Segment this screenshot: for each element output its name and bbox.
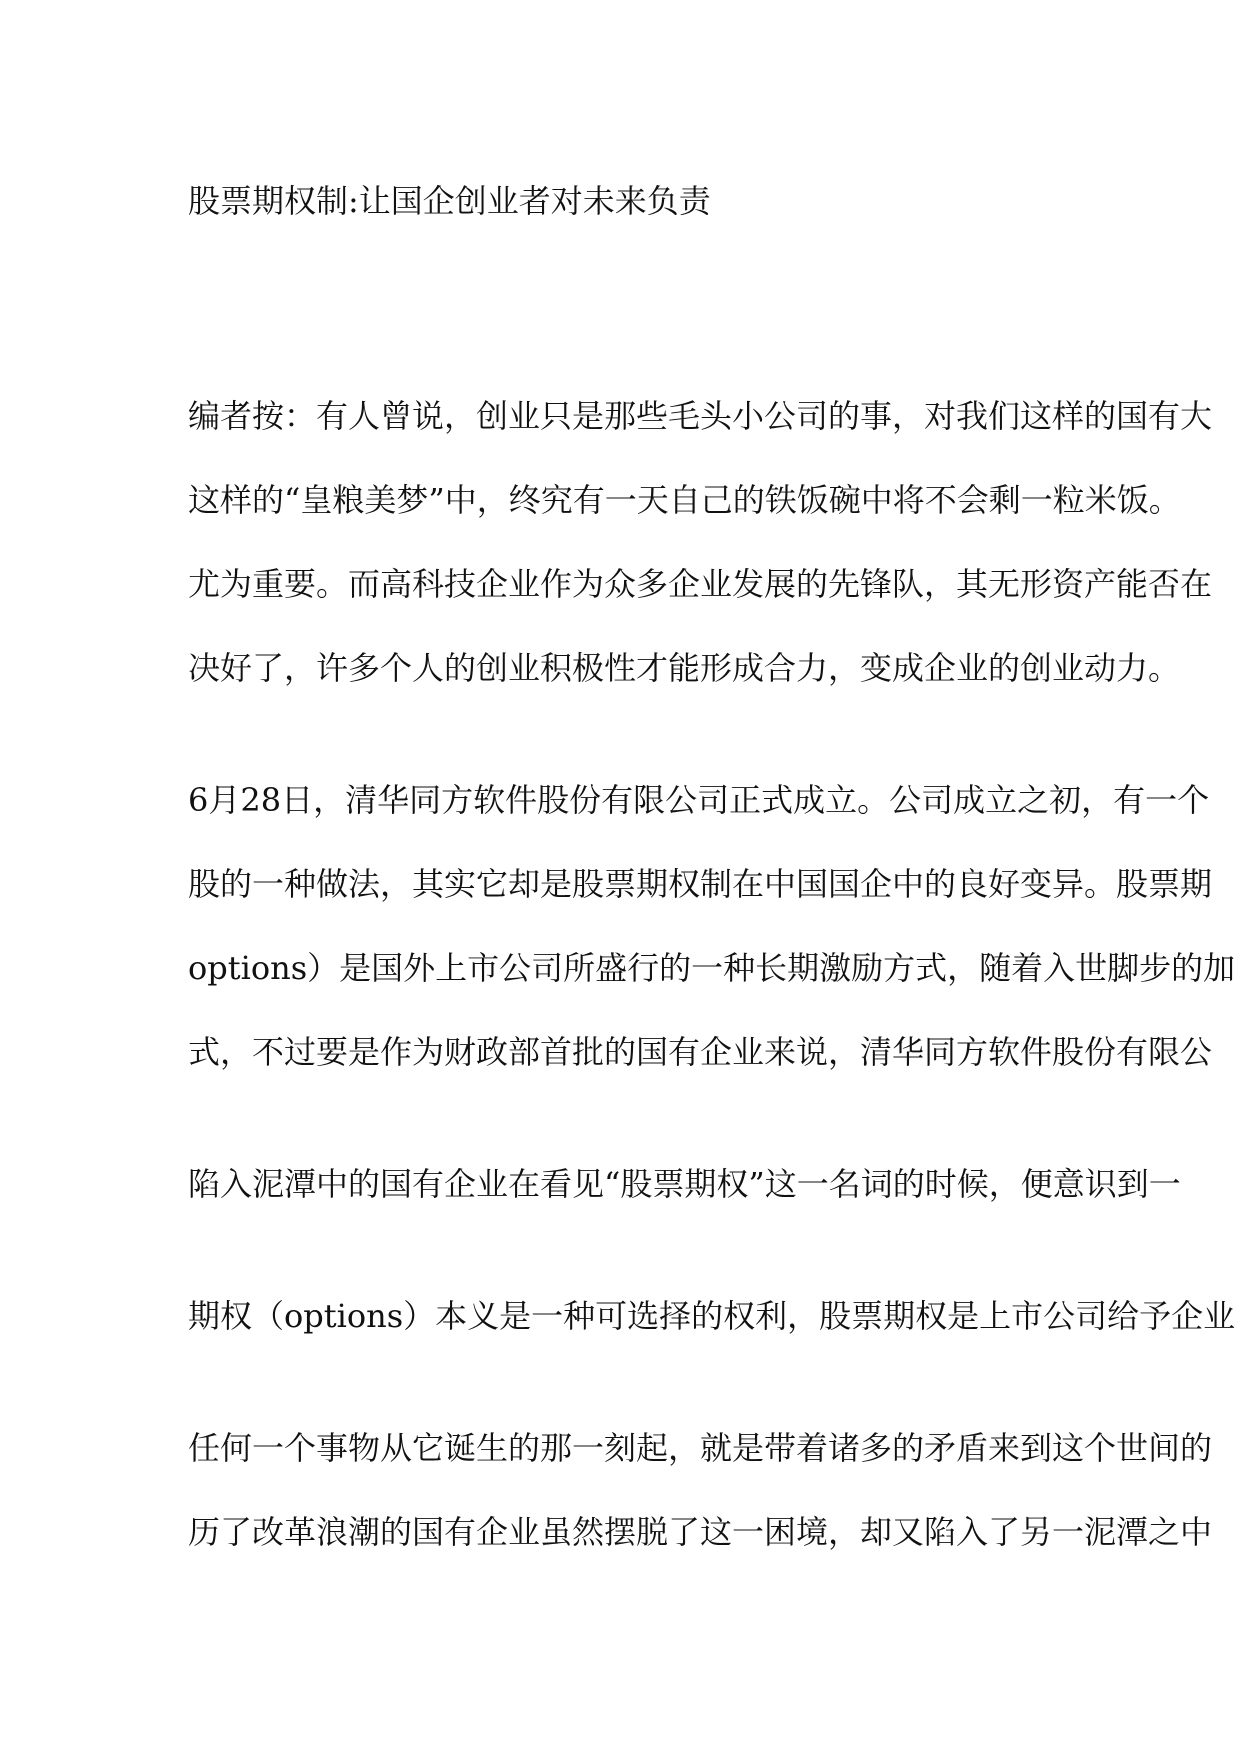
editor-note-line: 这样的“皇粮美梦”中，终究有一天自己的铁饭碗中将不会剩一粒米饭。 [188, 481, 1181, 519]
paragraph-line: 期权（options）本义是一种可选择的权利，股票期权是上市公司给予企业 [188, 1297, 1236, 1335]
paragraph-line: 式，不过要是作为财政部首批的国有企业来说，清华同方软件股份有限公 [188, 1033, 1213, 1071]
paragraph-line: options）是国外上市公司所盛行的一种长期激励方式，随着入世脚步的加 [188, 949, 1236, 987]
paragraph-line: 6月28日，清华同方软件股份有限公司正式成立。公司成立之初，有一个 [188, 781, 1210, 819]
document-title: 股票期权制:让国企创业者对未来负责 [188, 182, 711, 220]
editor-note-line: 决好了，许多个人的创业积极性才能形成合力，变成企业的创业动力。 [188, 649, 1181, 687]
paragraph-line: 历了改革浪潮的国有企业虽然摆脱了这一困境，却又陷入了另一泥潭之中 [188, 1513, 1213, 1551]
paragraph-line: 陷入泥潭中的国有企业在看见“股票期权”这一名词的时候，便意识到一 [188, 1165, 1181, 1203]
paragraph-line: 任何一个事物从它诞生的那一刻起，就是带着诸多的矛盾来到这个世间的 [188, 1429, 1213, 1467]
paragraph-line: 股的一种做法，其实它却是股票期权制在中国国企中的良好变异。股票期 [188, 865, 1213, 903]
editor-note-line: 编者按：有人曾说，创业只是那些毛头小公司的事，对我们这样的国有大 [188, 397, 1213, 435]
editor-note-line: 尤为重要。而高科技企业作为众多企业发展的先锋队，其无形资产能否在 [188, 565, 1213, 603]
